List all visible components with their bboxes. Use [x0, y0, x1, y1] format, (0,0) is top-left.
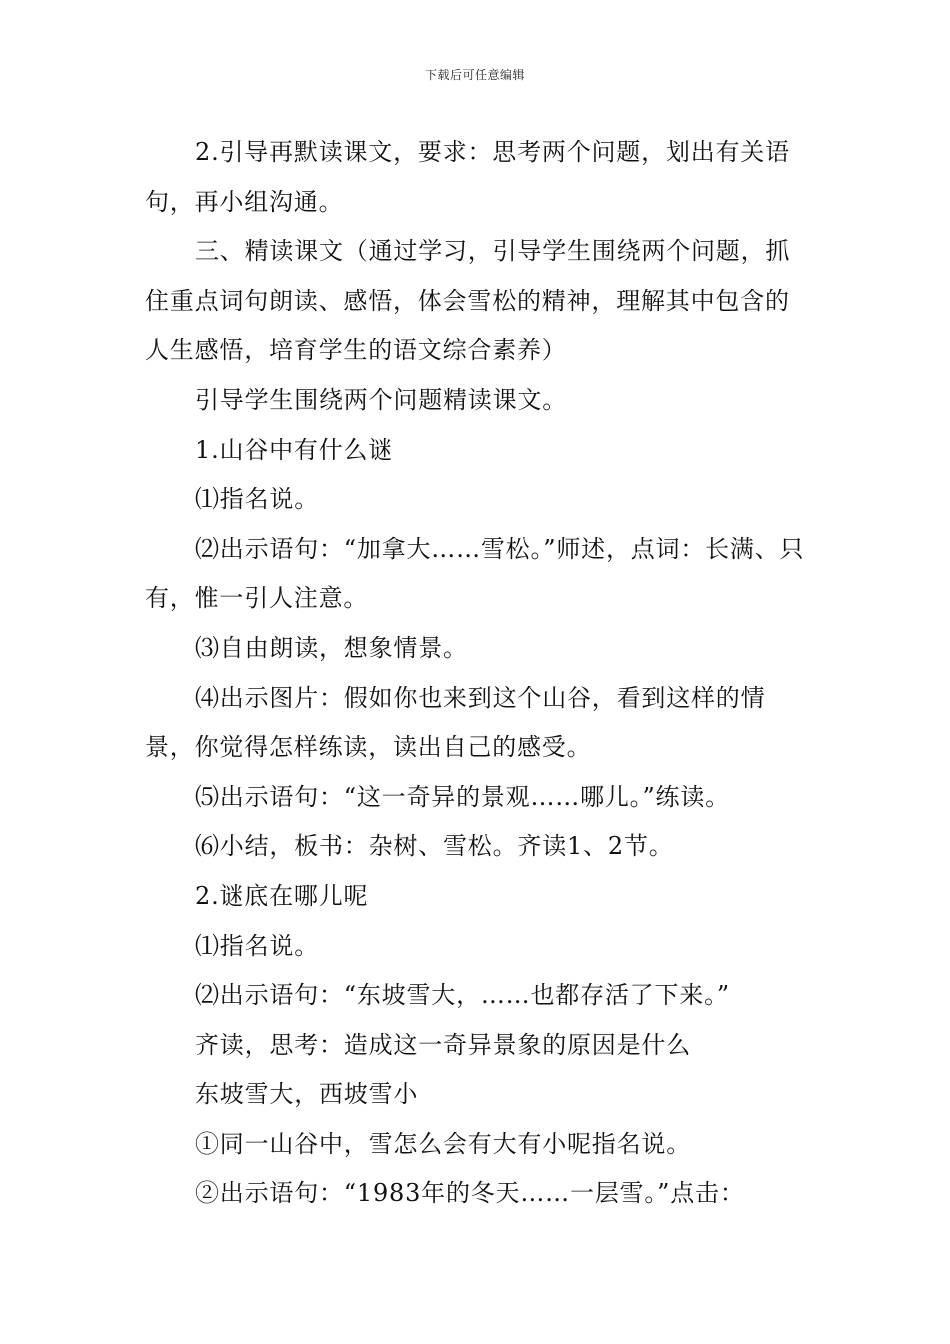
paragraph-q1-item-5: ⑸出示语句：“这一奇异的景观……哪儿。”练读。 — [195, 782, 730, 811]
paragraph-q1-item-1: ⑴指名说。 — [195, 485, 319, 514]
document-body — [145, 128, 810, 1219]
paragraph-q2-sub-2: ②出示语句：“1983年的冬天……一层雪。”点击： — [195, 1179, 745, 1208]
paragraph-q2-sub-1: ①同一山谷中，雪怎么会有大有小呢指名说。 — [195, 1129, 691, 1158]
paragraph-question-1: 1.山谷中有什么谜 — [195, 435, 394, 464]
paragraph-q2-think: 齐读，思考：造成这一奇异景象的原因是什么 — [195, 1030, 691, 1059]
paragraph-section-3-intensive-reading: 三、精读课文（通过学习，引导学生围绕两个问题，抓住重点词句朗读、感悟，体会雪松的精神，理解其中包含的人生感悟，培育学生的语文综合素养） — [145, 237, 791, 365]
paragraph-q2-item-1: ⑴指名说。 — [195, 931, 319, 960]
page-header: 下载后可任意编辑 — [424, 68, 525, 82]
paragraph-guide-intensive-reading: 引导学生围绕两个问题精读课文。 — [195, 385, 567, 414]
paragraph-q1-item-4: ⑷出示图片：假如你也来到这个山谷，看到这样的情景，你觉得怎样练读，读出自己的感受。 — [145, 683, 766, 762]
paragraph-step-2-reread: 2.引导再默读课文，要求：思考两个问题，划出有关语句，再小组沟通。 — [145, 138, 790, 216]
paragraph-q1-item-2: ⑵出示语句：“加拿大……雪松。”师述，点词：长满、只有，惟一引人注意。 — [145, 534, 805, 613]
paragraph-question-2: 2.谜底在哪儿呢 — [195, 881, 369, 910]
paragraph-q2-item-2: ⑵出示语句：“东坡雪大，……也都存活了下来。” — [195, 981, 730, 1010]
paragraph-q1-item-3: ⑶自由朗读，想象情景。 — [195, 633, 468, 662]
paragraph-q1-item-6: ⑹小结，板书：杂树、雪松。齐读1、2节。 — [195, 832, 674, 861]
paragraph-q2-answer: 东坡雪大，西坡雪小 — [195, 1080, 419, 1109]
